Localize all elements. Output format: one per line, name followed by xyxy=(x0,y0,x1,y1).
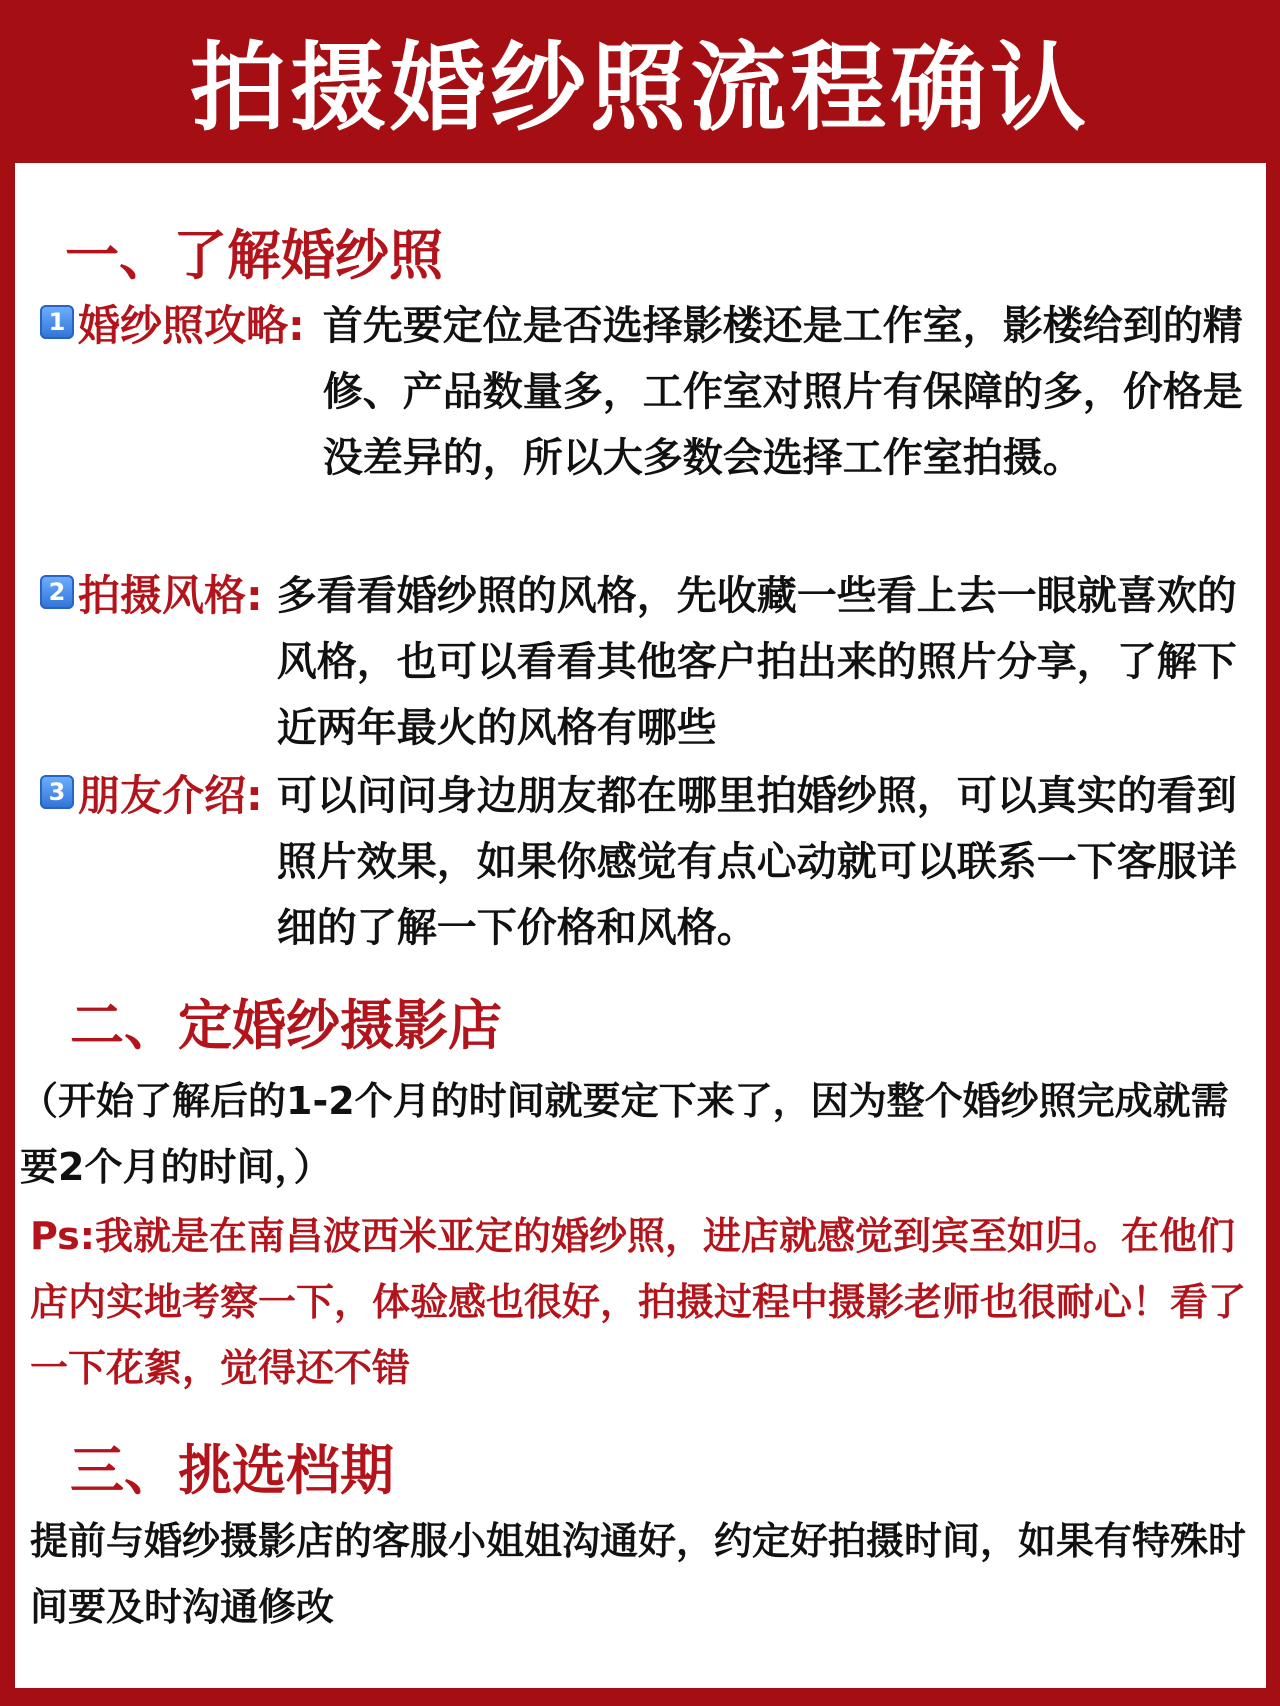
section-1-heading: 一、了解婚纱照 xyxy=(65,224,443,287)
list-item-friends xyxy=(40,763,1246,961)
schedule-text: 提前与婚纱摄影店的客服小姐姐沟通好，约定好拍摄时间，如果有特殊时间要及时沟通修改 xyxy=(30,1519,1247,1629)
header-banner xyxy=(0,0,1280,160)
item-label: 拍摄风格: xyxy=(78,571,263,620)
list-item-style xyxy=(40,563,1246,761)
timing-note: （开始了解后的1-2个月的时间就要定下来了，因为整个婚纱照完成就需要2个月的时间，） xyxy=(20,1079,1229,1189)
section-3-heading: 三、挑选档期 xyxy=(70,1439,394,1502)
section-2-heading: 二、定婚纱摄影店 xyxy=(70,994,502,1057)
item-text: 可以问问身边朋友都在哪里拍婚纱照，可以真实的看到照片效果，如果你感觉有点心动就可以联系一下客服详细的了解一下价格和风格。 xyxy=(276,773,1237,951)
item-text: 首先要定位是否选择影楼还是工作室，影楼给到的精修、产品数量多，工作室对照片有保障的多，价格是没差异的，所以大多数会选择工作室拍摄。 xyxy=(322,303,1243,481)
number-2-icon: 2 xyxy=(40,575,74,609)
item-text: 多看看婚纱照的风格，先收藏一些看上去一眼就喜欢的风格，也可以看看其他客户拍出来的照片分享，了解下近两年最火的风格有哪些 xyxy=(276,573,1237,751)
item-label: 朋友介绍: xyxy=(78,771,263,820)
page-title: 拍摄婚纱照流程确认 xyxy=(190,31,1090,144)
item-label: 婚纱照攻略: xyxy=(78,301,305,350)
content-panel xyxy=(15,163,1266,1688)
number-3-icon: 3 xyxy=(40,775,74,809)
number-1-icon: 1 xyxy=(40,305,74,339)
list-item-strategy xyxy=(40,293,1246,491)
ps-note: Ps:我就是在南昌波西米亚定的婚纱照，进店就感觉到宾至如归。在他们店内实地考察一下，体验感也很好，拍摄过程中摄影老师也很耐心！看了一下花絮，觉得还不错 xyxy=(30,1214,1247,1390)
